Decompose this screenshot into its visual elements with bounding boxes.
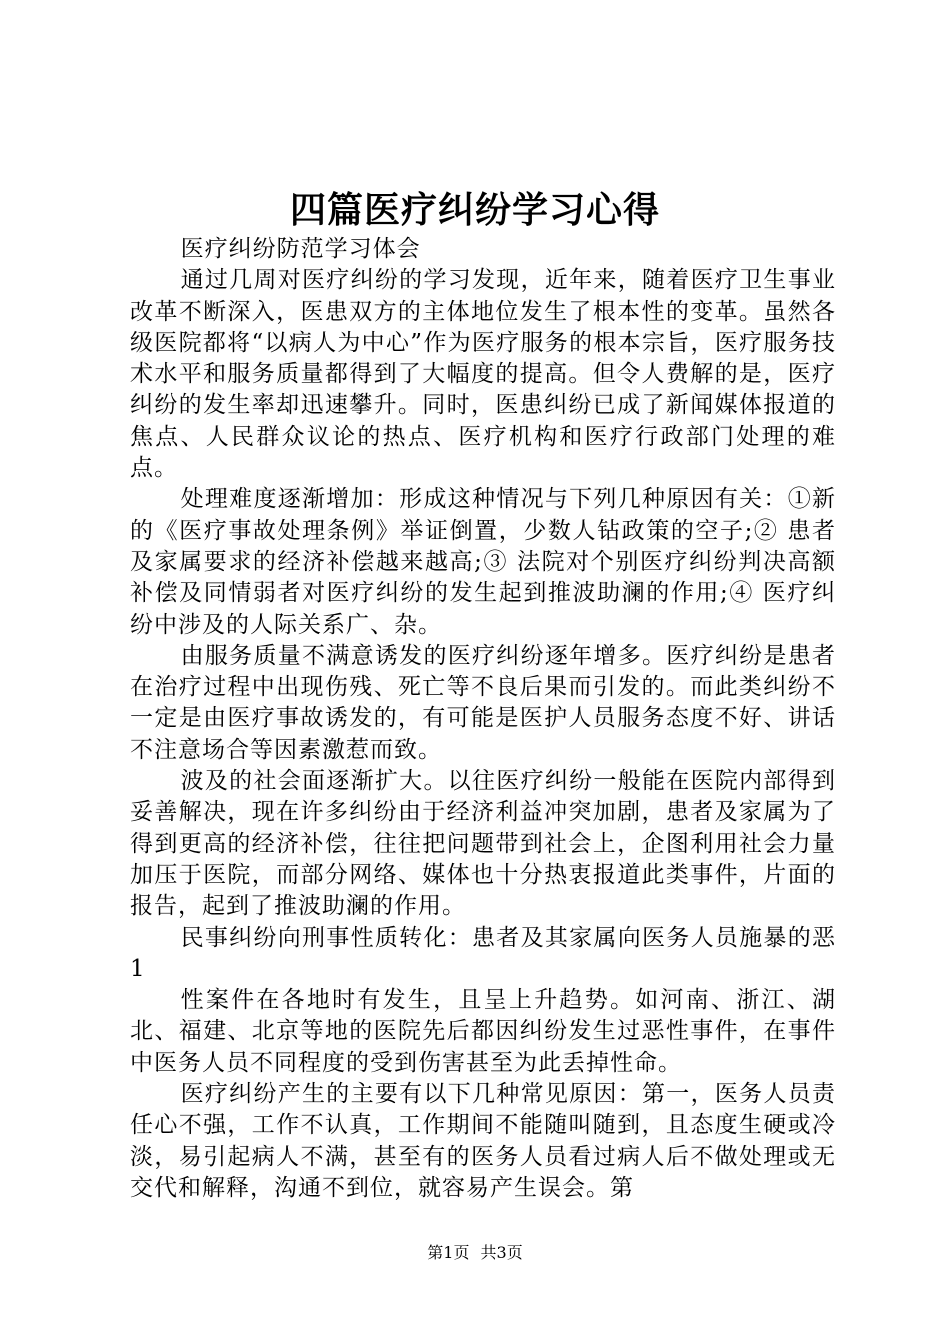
body-paragraph: 通过几周对医疗纠纷的学习发现，近年来，随着医疗卫生事业改革不断深入，医患双方的主体地位发生了根本性的变革。虽然各级医院都将“以病人为中心”作为医疗服务的根本宗旨，医疗服务技术水平和服务质量都得到了大幅度的提高。但令人费解的是，医疗纠纷的发生率却迅速攀升。同时，医患纠纷已成了新闻媒体报道的焦点、人民群众议论的热点、医疗机构和医疗行政部门处理的难点。 xyxy=(130,267,836,482)
body-paragraph: 由服务质量不满意诱发的医疗纠纷逐年增多。医疗纠纷是患者在治疗过程中出现伤残、死亡等不良后果而引发的。而此类纠纷不一定是由医疗事故诱发的，有可能是医护人员服务态度不好、讲话不注意场合等因素激惹而致。 xyxy=(130,642,836,763)
document-title: 四篇医疗纠纷学习心得 xyxy=(289,189,660,231)
page-total: 共3页 xyxy=(480,1243,523,1262)
body-paragraph: 波及的社会面逐渐扩大。以往医疗纠纷一般能在医院内部得到妥善解决，现在许多纠纷由于经济利益冲突加剧，患者及家属为了得到更高的经济补偿，往往把问题带到社会上，企图利用社会力量加压于医院，而部分网络、媒体也十分热衷报道此类事件，片面的报告，起到了推波助澜的作用。 xyxy=(130,768,836,920)
document-body xyxy=(130,234,836,1204)
subtitle-paragraph: 医疗纠纷防范学习体会 xyxy=(180,236,421,262)
body-paragraph: 性案件在各地时有发生，且呈上升趋势。如河南、浙江、湖北、福建、北京等地的医院先后都因纠纷发生过恶性事件，在事件中医务人员不同程度的受到伤害甚至为此丢掉性命。 xyxy=(130,987,836,1076)
page-number: 第1页 xyxy=(427,1243,470,1262)
body-paragraph: 处理难度逐渐增加：形成这种情况与下列几种原因有关：①新的《医疗事故处理条例》举证倒置，少数人钻政策的空子;② 患者及家属要求的经济补偿越来越高;③ 法院对个别医疗纠纷判决高额补偿及同情弱者对医疗纠纷的发生起到推波助澜的作用;④ 医疗纠纷中涉及的人际关系广、杂。 xyxy=(130,486,836,638)
body-paragraph: 民事纠纷向刑事性质转化：患者及其家属向医务人员施暴的恶1 xyxy=(130,924,836,982)
body-paragraph: 医疗纠纷产生的主要有以下几种常见原因：第一，医务人员责任心不强，工作不认真，工作期间不能随叫随到，且态度生硬或冷淡，易引起病人不满，甚至有的医务人员看过病人后不做处理或无交代和解释，沟通不到位，就容易产生误会。第 xyxy=(130,1081,836,1201)
page-footer xyxy=(0,1242,950,1264)
